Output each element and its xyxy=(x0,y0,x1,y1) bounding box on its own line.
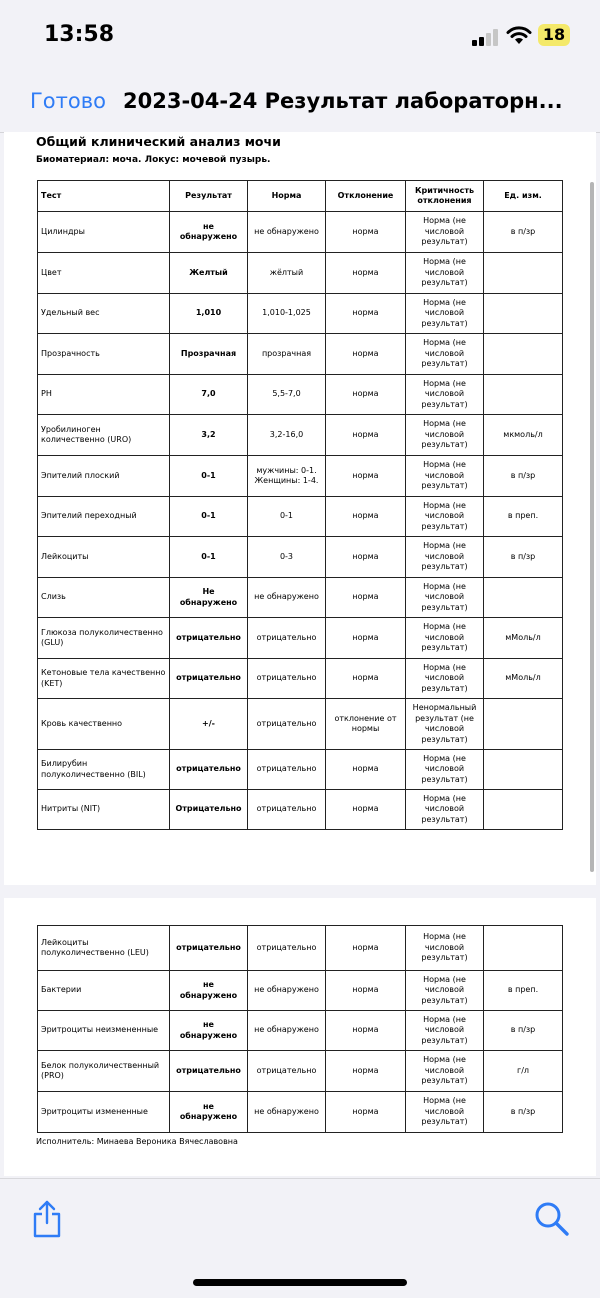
cell-unit xyxy=(484,294,563,334)
document-page-2 xyxy=(4,898,596,1176)
cell-test: Прозрачность xyxy=(38,334,170,375)
cell-unit xyxy=(484,253,563,294)
table-row xyxy=(38,618,563,659)
cell-unit xyxy=(484,375,563,415)
cell-criticality: Норма (не числовой результат) xyxy=(406,1092,484,1133)
table-row xyxy=(38,497,563,537)
col-header-norm: Норма xyxy=(248,181,326,212)
cell-result: 0-1 xyxy=(170,537,248,578)
cell-unit: мМоль/л xyxy=(484,618,563,659)
cell-result: отрицательно xyxy=(170,1051,248,1092)
cell-test: PH xyxy=(38,375,170,415)
cell-norm: отрицательно xyxy=(248,618,326,659)
cell-unit: мМоль/л xyxy=(484,659,563,699)
document-title: 2023-04-24 Результат лабораторн... xyxy=(123,89,563,113)
cell-unit xyxy=(484,334,563,375)
cell-criticality: Норма (не числовой результат) xyxy=(406,212,484,253)
cell-test: Эпителий переходный xyxy=(38,497,170,537)
cell-result: 0-1 xyxy=(170,456,248,497)
cell-result: не обнаружено xyxy=(170,1011,248,1051)
cell-criticality: Норма (не числовой результат) xyxy=(406,618,484,659)
cell-result: не обнаружено xyxy=(170,1092,248,1133)
cell-unit xyxy=(484,926,563,971)
cell-deviation: норма xyxy=(326,926,406,971)
table-row xyxy=(38,334,563,375)
cell-deviation: норма xyxy=(326,537,406,578)
document-page-1 xyxy=(4,132,596,885)
cell-test: Уробилиноген количественно (URO) xyxy=(38,415,170,456)
table-row xyxy=(38,750,563,790)
cell-unit xyxy=(484,750,563,790)
cell-norm: мужчины: 0-1. Женщины: 1-4. xyxy=(248,456,326,497)
table-row xyxy=(38,659,563,699)
table-row xyxy=(38,699,563,750)
cell-norm: 5,5-7,0 xyxy=(248,375,326,415)
cell-deviation: норма xyxy=(326,971,406,1011)
cell-criticality: Норма (не числовой результат) xyxy=(406,415,484,456)
table-header-row xyxy=(38,181,563,212)
nav-header xyxy=(0,70,600,133)
cell-unit: г/л xyxy=(484,1051,563,1092)
cell-criticality: Норма (не числовой результат) xyxy=(406,456,484,497)
cell-result: Прозрачная xyxy=(170,334,248,375)
table-row xyxy=(38,1011,563,1051)
cell-norm: не обнаружено xyxy=(248,1011,326,1051)
cell-criticality: Норма (не числовой результат) xyxy=(406,578,484,618)
cell-deviation: норма xyxy=(326,790,406,830)
cell-deviation: норма xyxy=(326,659,406,699)
cell-test: Удельный вес xyxy=(38,294,170,334)
cell-test: Эритроциты измененные xyxy=(38,1092,170,1133)
cell-deviation: норма xyxy=(326,1092,406,1133)
cell-deviation: норма xyxy=(326,618,406,659)
cell-criticality: Норма (не числовой результат) xyxy=(406,750,484,790)
cell-deviation: норма xyxy=(326,578,406,618)
analysis-heading: Общий клинический анализ мочи xyxy=(36,134,281,149)
cell-result: 7,0 xyxy=(170,375,248,415)
table-row xyxy=(38,971,563,1011)
cell-norm: не обнаружено xyxy=(248,578,326,618)
cell-deviation: норма xyxy=(326,1051,406,1092)
status-bar xyxy=(0,0,600,70)
cell-result: 1,010 xyxy=(170,294,248,334)
cell-test: Лейкоциты полуколичественно (LEU) xyxy=(38,926,170,971)
cell-deviation: норма xyxy=(326,415,406,456)
cell-test: Кетоновые тела качественно (KET) xyxy=(38,659,170,699)
cell-result: Не обнаружено xyxy=(170,578,248,618)
cell-unit: в п/зр xyxy=(484,212,563,253)
cell-result: не обнаружено xyxy=(170,971,248,1011)
table-row xyxy=(38,294,563,334)
cell-test: Нитриты (NIT) xyxy=(38,790,170,830)
cell-deviation: норма xyxy=(326,375,406,415)
done-button[interactable]: Готово xyxy=(30,89,106,113)
cell-criticality: Норма (не числовой результат) xyxy=(406,253,484,294)
cell-unit: в п/зр xyxy=(484,537,563,578)
cell-norm: прозрачная xyxy=(248,334,326,375)
cell-deviation: норма xyxy=(326,253,406,294)
cell-test: Кровь качественно xyxy=(38,699,170,750)
cell-criticality: Норма (не числовой результат) xyxy=(406,294,484,334)
cell-unit xyxy=(484,578,563,618)
cell-criticality: Норма (не числовой результат) xyxy=(406,375,484,415)
cell-unit: в преп. xyxy=(484,497,563,537)
cell-norm: 0-3 xyxy=(248,537,326,578)
table-row xyxy=(38,375,563,415)
table-row xyxy=(38,1051,563,1092)
table-row xyxy=(38,456,563,497)
col-header-result: Результат xyxy=(170,181,248,212)
cell-norm: отрицательно xyxy=(248,1051,326,1092)
table-row xyxy=(38,1092,563,1133)
cell-unit: в п/зр xyxy=(484,1092,563,1133)
cell-unit: в п/зр xyxy=(484,1011,563,1051)
cell-unit xyxy=(484,790,563,830)
bottom-toolbar xyxy=(0,1178,600,1298)
table-row xyxy=(38,253,563,294)
cell-deviation: норма xyxy=(326,750,406,790)
cell-result: отрицательно xyxy=(170,750,248,790)
results-table-page-1 xyxy=(37,180,563,830)
cell-result: отрицательно xyxy=(170,926,248,971)
cell-unit: в п/зр xyxy=(484,456,563,497)
col-header-unit: Ед. изм. xyxy=(484,181,563,212)
cell-test: Белок полуколичественный (PRO) xyxy=(38,1051,170,1092)
cell-deviation: отклонение от нормы xyxy=(326,699,406,750)
cell-test: Билирубин полуколичественно (BIL) xyxy=(38,750,170,790)
cell-norm: не обнаружено xyxy=(248,971,326,1011)
cell-norm: отрицательно xyxy=(248,750,326,790)
cell-test: Цилиндры xyxy=(38,212,170,253)
cell-criticality: Норма (не числовой результат) xyxy=(406,1051,484,1092)
cell-test: Глюкоза полуколичественно (GLU) xyxy=(38,618,170,659)
cell-deviation: норма xyxy=(326,294,406,334)
cell-norm: 3,2-16,0 xyxy=(248,415,326,456)
results-table-page-2 xyxy=(37,925,563,1133)
cell-deviation: норма xyxy=(326,1011,406,1051)
executor-line: Исполнитель: Минаева Вероника Вячеславовна xyxy=(36,1137,238,1146)
cell-norm: жёлтый xyxy=(248,253,326,294)
biomaterial-line: Биоматериал: моча. Локус: мочевой пузырь. xyxy=(36,155,271,165)
cell-norm: 1,010-1,025 xyxy=(248,294,326,334)
cell-norm: отрицательно xyxy=(248,699,326,750)
cell-result: Отрицательно xyxy=(170,790,248,830)
cell-criticality: Норма (не числовой результат) xyxy=(406,1011,484,1051)
cellular-signal-icon xyxy=(472,28,500,46)
scrollbar[interactable] xyxy=(590,182,594,872)
table-row xyxy=(38,926,563,971)
cell-criticality: Норма (не числовой результат) xyxy=(406,971,484,1011)
table-row xyxy=(38,212,563,253)
cell-result: 0-1 xyxy=(170,497,248,537)
cell-norm: 0-1 xyxy=(248,497,326,537)
cell-norm: отрицательно xyxy=(248,926,326,971)
cell-criticality: Ненормальный результат (не числовой результат) xyxy=(406,699,484,750)
table-row xyxy=(38,415,563,456)
cell-result: +/- xyxy=(170,699,248,750)
cell-unit: мкмоль/л xyxy=(484,415,563,456)
cell-deviation: норма xyxy=(326,334,406,375)
cell-result: Желтый xyxy=(170,253,248,294)
cell-criticality: Норма (не числовой результат) xyxy=(406,334,484,375)
home-indicator xyxy=(193,1279,407,1286)
cell-deviation: норма xyxy=(326,456,406,497)
cell-test: Лейкоциты xyxy=(38,537,170,578)
cell-unit: в преп. xyxy=(484,971,563,1011)
battery-indicator: 18 xyxy=(538,24,570,46)
cell-criticality: Норма (не числовой результат) xyxy=(406,537,484,578)
cell-deviation: норма xyxy=(326,497,406,537)
cell-test: Цвет xyxy=(38,253,170,294)
col-header-criticality: Критичность отклонения xyxy=(406,181,484,212)
cell-result: отрицательно xyxy=(170,618,248,659)
cell-unit xyxy=(484,699,563,750)
cell-deviation: норма xyxy=(326,212,406,253)
cell-test: Эритроциты неизмененные xyxy=(38,1011,170,1051)
table-row xyxy=(38,537,563,578)
cell-result: не обнаружено xyxy=(170,212,248,253)
cell-criticality: Норма (не числовой результат) xyxy=(406,497,484,537)
cell-result: отрицательно xyxy=(170,659,248,699)
cell-norm: не обнаружено xyxy=(248,1092,326,1133)
table-row xyxy=(38,790,563,830)
search-icon[interactable] xyxy=(534,1201,570,1237)
col-header-test: Тест xyxy=(38,181,170,212)
col-header-deviation: Отклонение xyxy=(326,181,406,212)
cell-test: Слизь xyxy=(38,578,170,618)
cell-criticality: Норма (не числовой результат) xyxy=(406,926,484,971)
cell-norm: отрицательно xyxy=(248,790,326,830)
cell-criticality: Норма (не числовой результат) xyxy=(406,659,484,699)
cell-test: Бактерии xyxy=(38,971,170,1011)
table-row xyxy=(38,578,563,618)
wifi-icon xyxy=(506,25,532,45)
cell-norm: не обнаружено xyxy=(248,212,326,253)
cell-criticality: Норма (не числовой результат) xyxy=(406,790,484,830)
cell-norm: отрицательно xyxy=(248,659,326,699)
share-icon[interactable] xyxy=(30,1199,64,1239)
cell-result: 3,2 xyxy=(170,415,248,456)
status-time: 13:58 xyxy=(44,22,115,47)
cell-test: Эпителий плоский xyxy=(38,456,170,497)
